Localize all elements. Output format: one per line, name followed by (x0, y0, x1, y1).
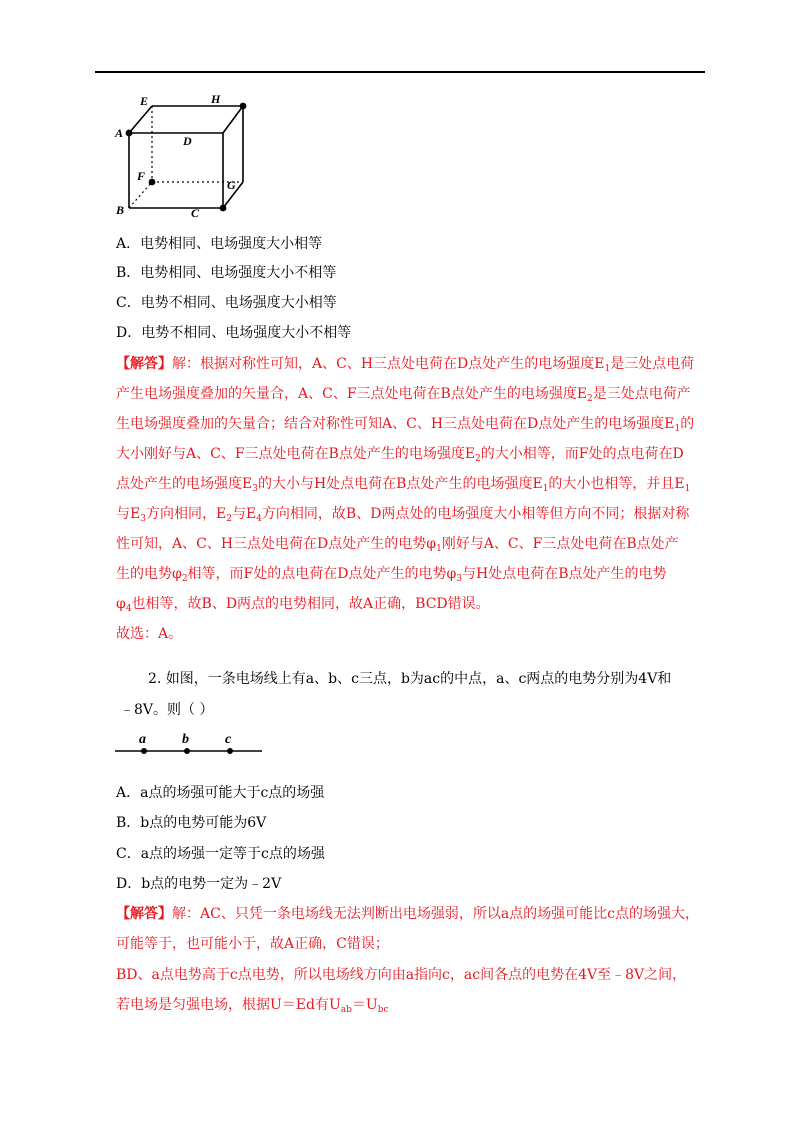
point-c (227, 748, 233, 754)
answer1-choice: 故选：A。 (116, 626, 183, 642)
label-H: H (211, 92, 221, 106)
answer1-text: 是三处点电荷 (610, 356, 695, 372)
answer2-text: 若电场是匀强电场，根据U＝Ed有U (116, 997, 341, 1013)
subscript: 1 (604, 364, 611, 374)
subscript: 3 (140, 514, 146, 524)
answer1-tag: 【解答】 (116, 356, 172, 372)
label-C: C (191, 206, 200, 220)
subscript: 1 (674, 424, 681, 434)
answer1-text: 解：根据对称性可知，A、C、H三点处电荷在D点处产生的电场强度E (172, 356, 605, 372)
answer2-line-1 (116, 904, 699, 924)
subscript: 1 (542, 484, 549, 494)
subscript: 4 (256, 514, 262, 524)
cube-figure (108, 90, 248, 220)
label-A: A (115, 126, 124, 140)
q2-option-a: A．a点的场强可能大于c点的场强 (116, 785, 325, 801)
answer1-line-7 (116, 534, 679, 554)
answer1-text: 方向相同，E (145, 506, 227, 522)
point-H (240, 103, 247, 110)
subscript: ab (340, 1005, 352, 1015)
answer1-line-5 (116, 474, 690, 494)
subscript: 2 (587, 394, 593, 404)
edge-DH (223, 106, 243, 133)
subscript: bc (377, 1005, 389, 1015)
answer1-text: 生的电势φ (116, 566, 182, 582)
header-rule (95, 71, 705, 73)
subscript: 3 (456, 574, 463, 584)
subscript: 2 (181, 574, 188, 584)
label-E: E (140, 94, 149, 108)
answer1-line-6 (116, 504, 689, 524)
answer1-line-8 (116, 564, 667, 584)
subscript: 3 (252, 484, 258, 494)
subscript: 1 (436, 544, 442, 554)
answer1-text: 与H处点电荷在B点处产生的电势 (462, 566, 667, 582)
q1-option-d: D．电势不相同、电场强度大小不相等 (116, 325, 352, 341)
answer2-text: 解：AC、只凭一条电场线无法判断出电场强弱，所以a点的场强可能比c点的场强大， (172, 906, 700, 922)
q2-option-c: C．a点的场强一定等于c点的场强 (116, 846, 325, 862)
answer1-text: 与E (116, 506, 141, 522)
answer2-tag: 【解答】 (116, 906, 172, 922)
answer1-text: 与E (231, 506, 257, 522)
point-C (220, 205, 227, 212)
answer1-text: 刚好与A、C、F三点处电荷在B点处产 (441, 536, 679, 552)
answer1-line-9 (116, 594, 490, 614)
answer2-text: ＝U (351, 997, 378, 1013)
q1-option-a: A．电势相同、电场强度大小相等 (116, 236, 323, 252)
q1-option-c: C．电势不相同、电场强度大小相等 (116, 295, 337, 311)
answer1-text: 的大小也相等，并且E (548, 476, 685, 492)
label-D: D (183, 134, 192, 148)
label-F: F (137, 169, 146, 183)
answer1-text: 生电场强度叠加的矢量合；结合对称性可知A、C、H三点处电荷在D点处产生的电场强度E (116, 416, 675, 432)
q2-stem-line-1: 2. 如图，一条电场线上有a、b、c三点，b为ac的中点，a、c两点的电势分别为4V和 (148, 671, 672, 687)
subscript: 4 (125, 604, 132, 614)
q2-option-b: B．b点的电势可能为6V (116, 815, 267, 831)
point-A (126, 130, 133, 137)
answer1-text: 性可知，A、C、H三点处电荷在D点处产生的电势φ (116, 536, 437, 552)
label-a: a (139, 732, 146, 747)
point-b (184, 748, 190, 754)
answer1-text: 点处产生的电场强度E (116, 476, 253, 492)
answer2-line-3: BD、a点电势高于c点电势，所以电场线方向由a指向c，ac间各点的电势在4V至﹣8V之间， (116, 967, 687, 983)
point-a (141, 748, 147, 754)
q2-option-d: D．b点的电势一定为﹣2V (116, 876, 282, 892)
label-G: G (227, 178, 236, 192)
subscript: 2 (226, 514, 232, 524)
edge-AE (129, 106, 152, 133)
answer1-text: 也相等，故B、D两点的电势相同，故A正确，BCD错误。 (131, 596, 490, 612)
answer1-text: 产生电场强度叠加的矢量合，A、C、F三点处电荷在B点处产生的电场强度E (116, 386, 588, 402)
answer1-line-2 (116, 384, 691, 404)
label-b: b (182, 732, 189, 747)
q2-stem-line-2: ﹣8V。则（ ） (120, 702, 214, 718)
label-c: c (225, 732, 232, 747)
answer1-text: 的大小相等，而F处的点电荷在D (480, 446, 684, 462)
point-F (149, 179, 156, 186)
subscript: 2 (475, 454, 481, 464)
answer1-text: 是三处点电荷产 (592, 386, 691, 402)
label-B: B (116, 203, 125, 217)
answer1-text: 大小刚好与A、C、F三点处电荷在B点处产生的电场强度E (116, 446, 476, 462)
answer2-line-4 (116, 995, 389, 1015)
answer1-text: φ (116, 596, 126, 612)
answer1-line-1 (116, 354, 694, 374)
answer2-line-2: 可能等于，也可能小于，故A正确，C错误； (116, 936, 389, 952)
edge-BF-dashed (129, 182, 152, 208)
answer1-text: 相等，而F处的点电荷在D点处产生的电势φ (187, 566, 457, 582)
q1-option-b: B．电势相同、电场强度大小不相等 (116, 265, 337, 281)
answer1-text: 方向相同，故B、D两点处的电场强度大小相等但方向不同；根据对称 (261, 506, 690, 522)
subscript: 1 (684, 484, 691, 494)
answer1-text: 的 (680, 416, 695, 432)
answer1-line-4 (116, 444, 684, 464)
answer1-text: 的大小与H处点电荷在B点处产生的电场强度E (257, 476, 543, 492)
answer1-line-3 (116, 414, 694, 434)
field-line-figure (110, 726, 270, 762)
